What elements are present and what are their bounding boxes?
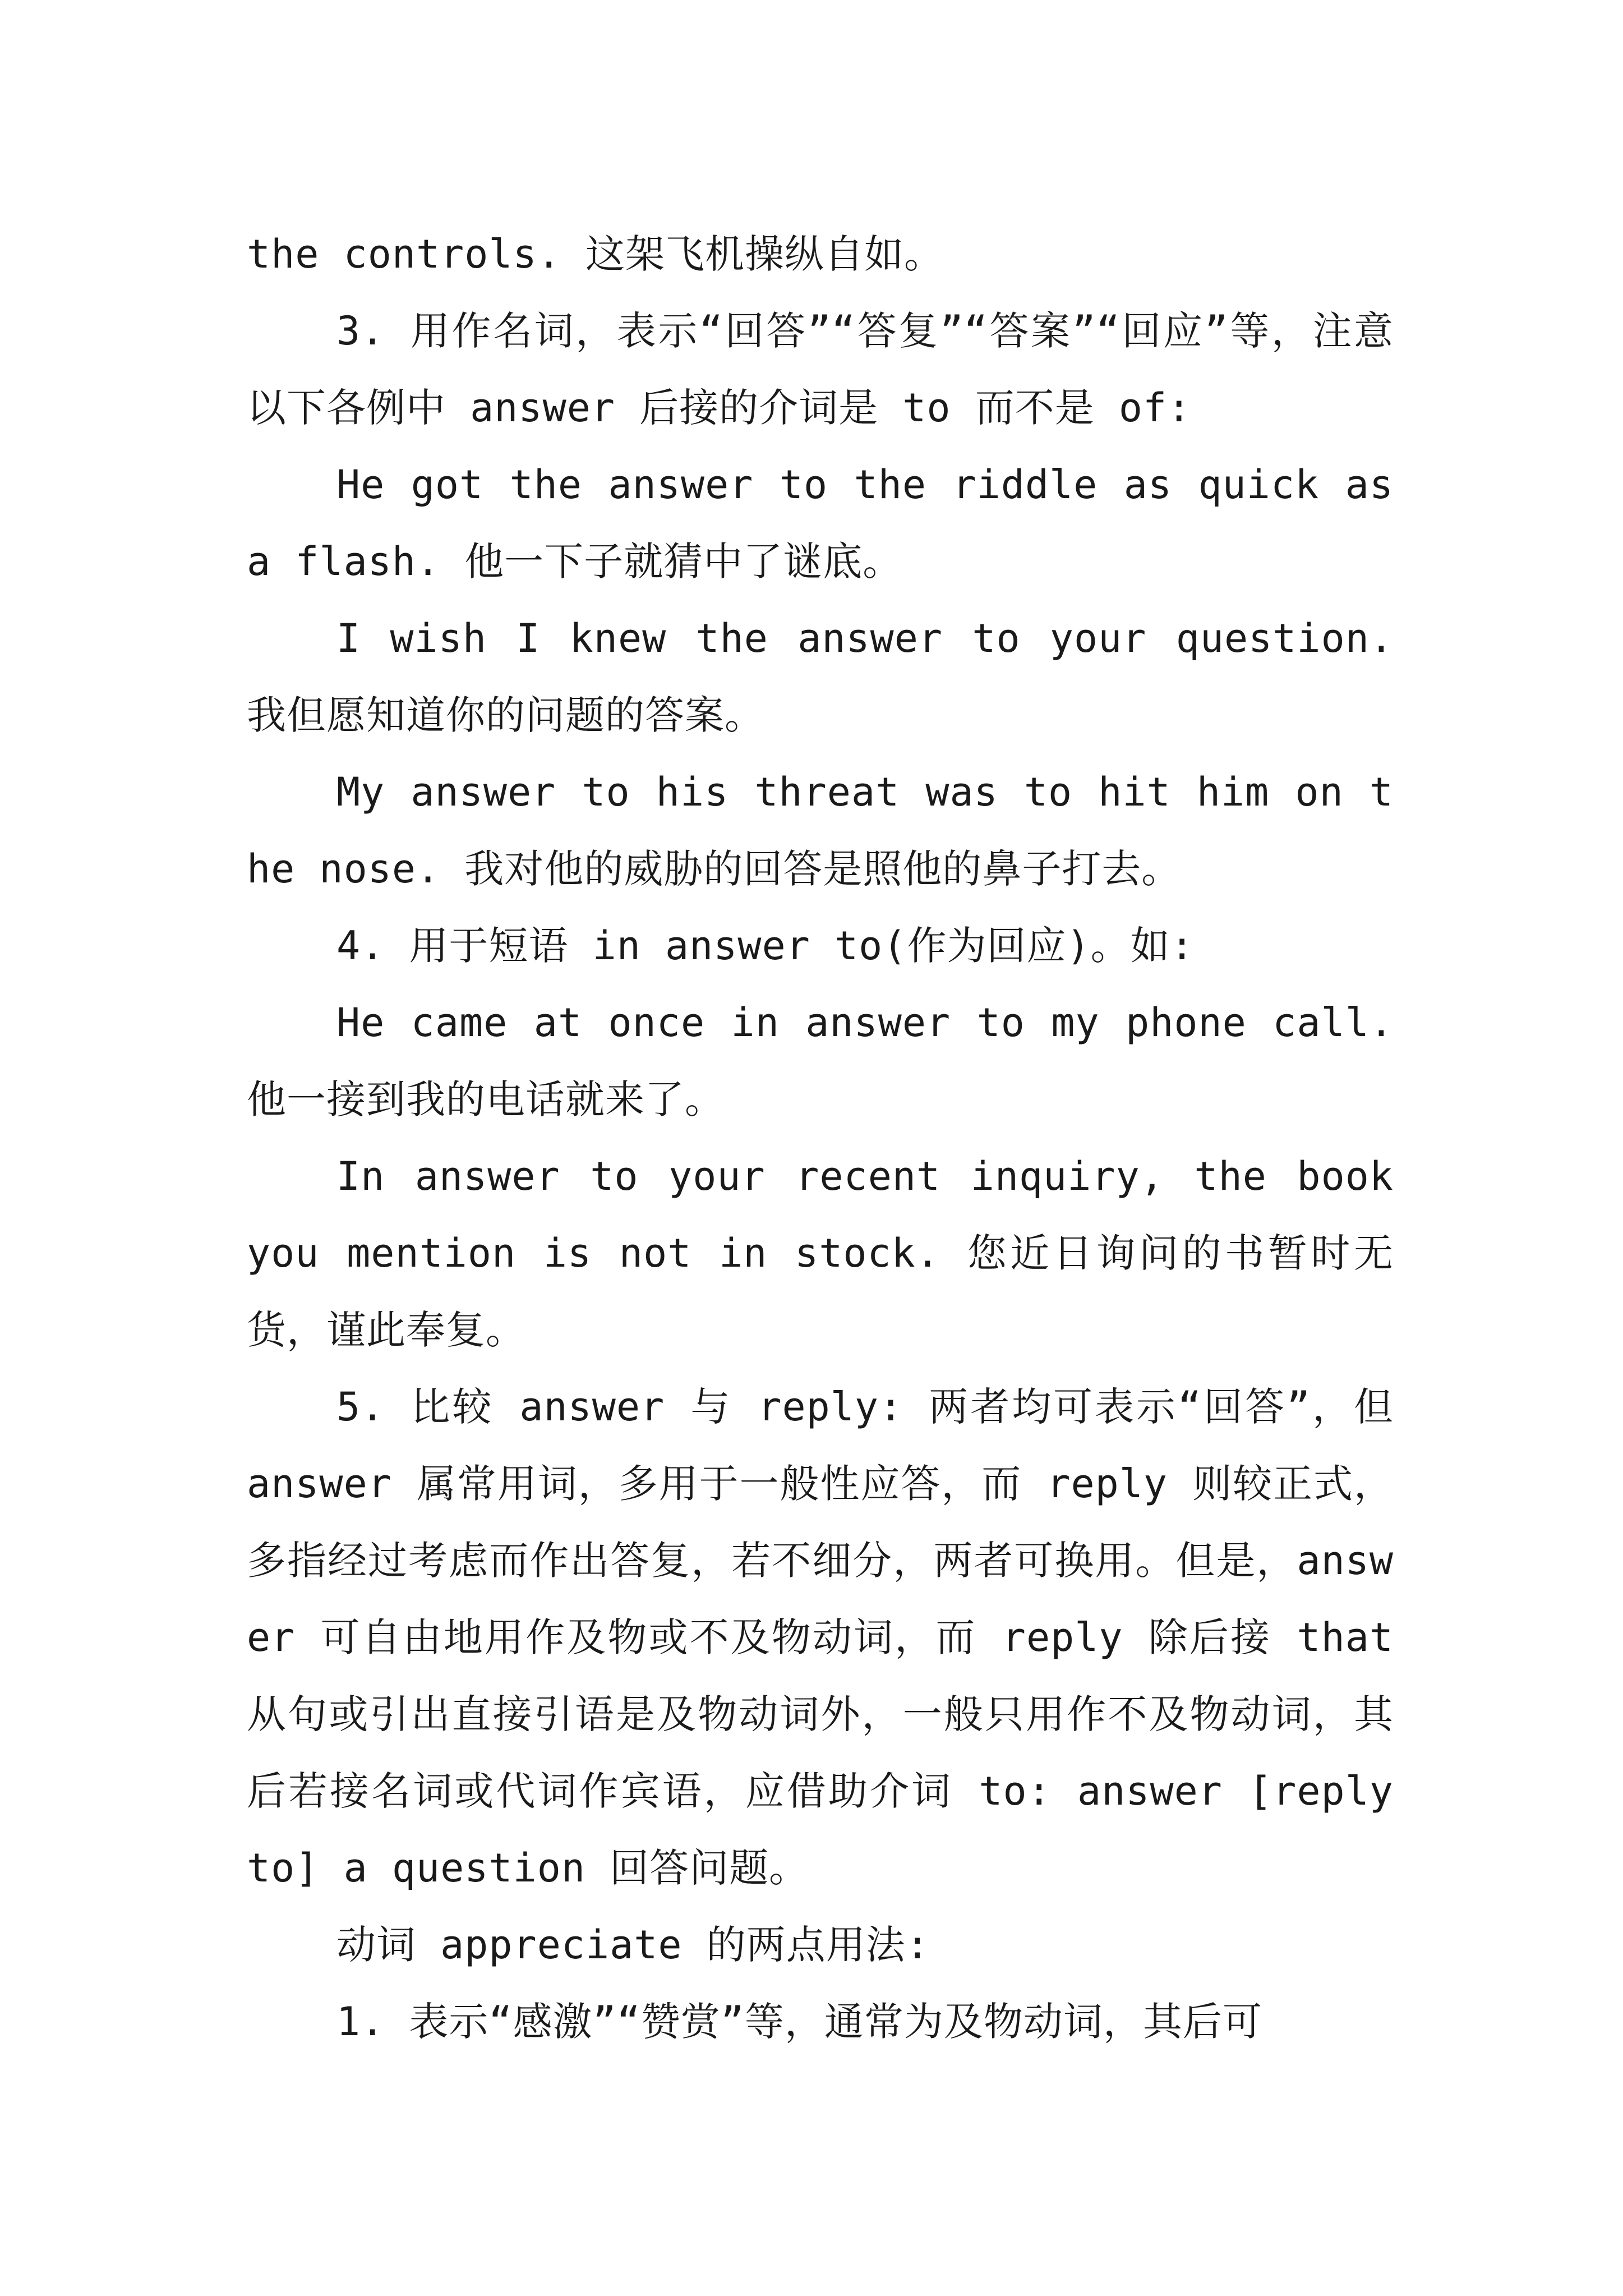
- example-question: I wish I knew the answer to your question. 我但愿知道你的问题的答案。: [247, 615, 1394, 738]
- example-inquiry: In answer to your recent inquiry, the book you mention is not in stock. 您近日询问的书暂时无货，谨此奉复。: [247, 1153, 1394, 1353]
- paragraph-item-4: 4. 用于短语 in answer to(作为回应)。如:: [336, 923, 1195, 969]
- paragraph-continuation: the controls. 这架飞机操纵自如。: [247, 231, 944, 277]
- section-heading-appreciate: 动词 appreciate 的两点用法:: [336, 1922, 930, 1968]
- document-body: [247, 216, 1394, 2060]
- paragraph-item-5: 5. 比较 answer 与 reply: 两者均可表示“回答”，但 answer 属常用词，多用于一般性应答，而 reply 则较正式，多指经过考虑而作出答复，若不细分，两者可换用。但是，answer 可自由地用作及物或不及物动词，而 reply 除后接 that 从句或引出直接引语是及物动词外，一般只用作不及物动词，其后若接名词或代词作宾语，应借助介词 to: answer [reply to] a question 回答问题。: [247, 1384, 1394, 1891]
- paragraph-item-3: 3. 用作名词，表示“回答”“答复”“答案”“回应”等，注意以下各例中 answer 后接的介词是 to 而不是 of:: [247, 308, 1394, 431]
- example-riddle: He got the answer to the riddle as quick as a flash. 他一下子就猜中了谜底。: [247, 462, 1394, 585]
- example-phone-call: He came at once in answer to my phone call. 他一接到我的电话就来了。: [247, 1000, 1394, 1122]
- paragraph-appreciate-item-1: 1. 表示“感激”“赞赏”等，通常为及物动词，其后可: [336, 1999, 1263, 2045]
- example-threat: My answer to his threat was to hit him on the nose. 我对他的威胁的回答是照他的鼻子打去。: [247, 769, 1394, 892]
